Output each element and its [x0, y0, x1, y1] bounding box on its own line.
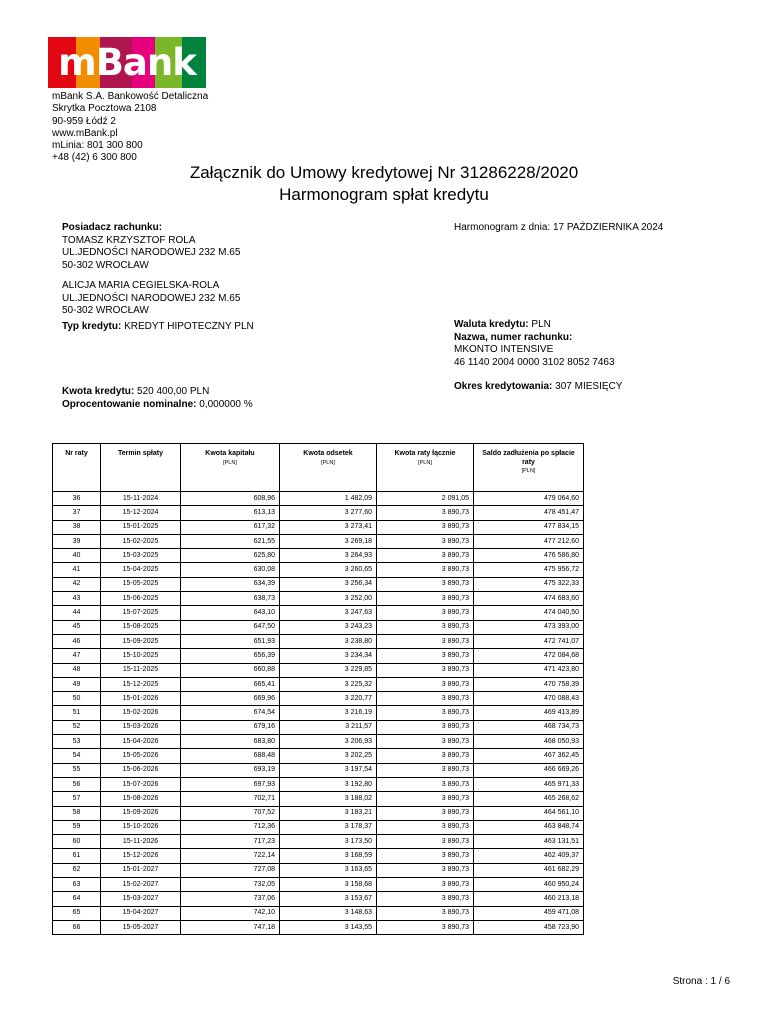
cell-principal: 608,96 — [181, 492, 280, 506]
loan-type-label: Typ kredytu: — [62, 321, 122, 332]
cell-total: 3 890,73 — [377, 892, 474, 906]
cell-total: 3 890,73 — [377, 663, 474, 677]
cell-balance: 478 451,47 — [474, 506, 584, 520]
table-row — [53, 749, 584, 763]
cell-balance: 463 131,51 — [474, 835, 584, 849]
cell-interest: 3 220,77 — [280, 692, 377, 706]
cell-principal: 613,13 — [181, 506, 280, 520]
cell-total: 3 890,73 — [377, 534, 474, 548]
cell-due-date: 15-09-2026 — [101, 806, 181, 820]
cell-total: 3 890,73 — [377, 634, 474, 648]
owner2-street: UL.JEDNOŚCI NARODOWEJ 232 M.65 — [62, 292, 241, 304]
cell-interest: 3 148,63 — [280, 906, 377, 920]
cell-balance: 472 084,68 — [474, 649, 584, 663]
interest-label: Oprocentowanie nominalne: — [62, 398, 197, 410]
cell-principal: 702,71 — [181, 792, 280, 806]
cell-total: 3 890,73 — [377, 520, 474, 534]
account-number: 46 1140 2004 0000 3102 8052 7463 — [454, 356, 615, 368]
table-row — [53, 763, 584, 777]
cell-total: 3 890,73 — [377, 906, 474, 920]
cell-interest: 3 273,41 — [280, 520, 377, 534]
owner2-city: 50-302 WROCŁAW — [62, 305, 149, 316]
cell-total: 3 890,73 — [377, 649, 474, 663]
cell-installment-no: 61 — [53, 849, 101, 863]
cell-total: 3 890,73 — [377, 863, 474, 877]
cell-due-date: 15-04-2026 — [101, 735, 181, 749]
account-name: MKONTO INTENSIVE — [454, 344, 554, 355]
cell-total: 3 890,73 — [377, 792, 474, 806]
address-line[interactable]: www.mBank.pl — [52, 127, 118, 139]
cell-interest: 3 153,67 — [280, 892, 377, 906]
cell-due-date: 15-06-2026 — [101, 763, 181, 777]
cell-principal: 737,06 — [181, 892, 280, 906]
cell-total: 3 890,73 — [377, 777, 474, 791]
cell-due-date: 15-03-2025 — [101, 549, 181, 563]
cell-principal: 722,14 — [181, 849, 280, 863]
header-total: Kwota raty łącznie [PLN] — [377, 444, 474, 492]
cell-installment-no: 63 — [53, 878, 101, 892]
cell-balance: 476 586,80 — [474, 549, 584, 563]
cell-principal: 621,55 — [181, 534, 280, 548]
cell-due-date: 15-04-2025 — [101, 563, 181, 577]
cell-interest: 3 197,54 — [280, 763, 377, 777]
table-row — [53, 649, 584, 663]
amount-block — [62, 386, 253, 411]
table-row — [53, 492, 584, 506]
currency-account-block — [454, 319, 615, 369]
cell-total: 3 890,73 — [377, 563, 474, 577]
cell-balance: 473 393,00 — [474, 620, 584, 634]
cell-due-date: 15-11-2026 — [101, 835, 181, 849]
table-row — [53, 906, 584, 920]
cell-principal: 742,10 — [181, 906, 280, 920]
cell-principal: 679,16 — [181, 720, 280, 734]
table-row — [53, 592, 584, 606]
loan-type-value: KREDYT HIPOTECZNY PLN — [124, 321, 254, 332]
cell-due-date: 15-03-2027 — [101, 892, 181, 906]
cell-installment-no: 50 — [53, 692, 101, 706]
cell-due-date: 15-08-2026 — [101, 792, 181, 806]
cell-balance: 477 212,60 — [474, 534, 584, 548]
cell-total: 3 890,73 — [377, 806, 474, 820]
cell-principal: 643,10 — [181, 606, 280, 620]
address-line: mLinia: 801 300 800 — [52, 140, 143, 152]
cell-total: 3 890,73 — [377, 820, 474, 834]
cell-due-date: 15-12-2024 — [101, 506, 181, 520]
schedule-date — [454, 222, 663, 235]
table-row — [53, 677, 584, 691]
cell-installment-no: 47 — [53, 649, 101, 663]
cell-balance: 462 409,37 — [474, 849, 584, 863]
cell-due-date: 15-03-2026 — [101, 720, 181, 734]
page-indicator — [673, 976, 730, 987]
cell-interest: 3 183,21 — [280, 806, 377, 820]
cell-principal: 732,05 — [181, 878, 280, 892]
cell-balance: 467 362,45 — [474, 749, 584, 763]
cell-due-date: 15-10-2025 — [101, 649, 181, 663]
bank-address — [52, 91, 208, 165]
table-row — [53, 534, 584, 548]
cell-principal: 617,32 — [181, 520, 280, 534]
table-row — [53, 735, 584, 749]
cell-principal: 747,18 — [181, 920, 280, 934]
cell-principal: 625,80 — [181, 549, 280, 563]
cell-principal: 688,48 — [181, 749, 280, 763]
cell-balance: 460 950,24 — [474, 878, 584, 892]
cell-installment-no: 53 — [53, 735, 101, 749]
cell-due-date: 15-09-2025 — [101, 634, 181, 648]
cell-principal: 697,93 — [181, 777, 280, 791]
cell-interest: 3 229,85 — [280, 663, 377, 677]
cell-installment-no: 39 — [53, 534, 101, 548]
table-row — [53, 863, 584, 877]
owner1-street: UL.JEDNOŚCI NARODOWEJ 232 M.65 — [62, 247, 241, 258]
schedule-date-label: Harmonogram z dnia: — [454, 222, 551, 233]
cell-principal: 656,39 — [181, 649, 280, 663]
amount-label: Kwota kredytu: — [62, 386, 135, 397]
table-row — [53, 777, 584, 791]
loan-type — [62, 321, 254, 334]
cell-due-date: 15-01-2026 — [101, 692, 181, 706]
table-row — [53, 520, 584, 534]
cell-principal: 638,73 — [181, 592, 280, 606]
cell-total: 3 890,73 — [377, 920, 474, 934]
cell-balance: 460 213,18 — [474, 892, 584, 906]
cell-total: 3 890,73 — [377, 878, 474, 892]
cell-balance: 475 956,72 — [474, 563, 584, 577]
cell-interest: 3 243,23 — [280, 620, 377, 634]
cell-installment-no: 59 — [53, 820, 101, 834]
cell-total: 3 890,73 — [377, 835, 474, 849]
cell-balance: 479 064,60 — [474, 492, 584, 506]
cell-interest: 3 256,34 — [280, 577, 377, 591]
cell-installment-no: 38 — [53, 520, 101, 534]
owners-label: Posiadacz rachunku: — [62, 222, 163, 233]
cell-total: 3 890,73 — [377, 677, 474, 691]
cell-installment-no: 57 — [53, 792, 101, 806]
cell-balance: 470 088,43 — [474, 692, 584, 706]
cell-due-date: 15-05-2025 — [101, 577, 181, 591]
cell-balance: 461 682,29 — [474, 863, 584, 877]
cell-due-date: 15-11-2024 — [101, 492, 181, 506]
cell-total: 3 890,73 — [377, 577, 474, 591]
header-due-date: Termin spłaty — [101, 444, 181, 492]
cell-total: 3 890,73 — [377, 549, 474, 563]
cell-interest: 3 260,65 — [280, 563, 377, 577]
owner2-name: ALICJA MARIA CEGIELSKA-ROLA — [62, 280, 220, 291]
cell-principal: 717,23 — [181, 835, 280, 849]
address-line: 90-959 Łódź 2 — [52, 115, 116, 127]
cell-due-date: 15-05-2027 — [101, 920, 181, 934]
cell-due-date: 15-01-2027 — [101, 863, 181, 877]
cell-balance: 465 268,62 — [474, 792, 584, 806]
cell-total: 3 890,73 — [377, 735, 474, 749]
cell-installment-no: 48 — [53, 663, 101, 677]
cell-due-date: 15-12-2026 — [101, 849, 181, 863]
page-separator: / — [718, 976, 722, 987]
cell-interest: 3 188,02 — [280, 792, 377, 806]
cell-installment-no: 46 — [53, 634, 101, 648]
cell-interest: 3 277,60 — [280, 506, 377, 520]
cell-installment-no: 66 — [53, 920, 101, 934]
table-row — [53, 849, 584, 863]
cell-installment-no: 45 — [53, 620, 101, 634]
cell-installment-no: 37 — [53, 506, 101, 520]
cell-principal: 660,88 — [181, 663, 280, 677]
cell-balance: 466 669,26 — [474, 763, 584, 777]
table-row — [53, 606, 584, 620]
cell-balance: 465 971,33 — [474, 777, 584, 791]
cell-due-date: 15-05-2026 — [101, 749, 181, 763]
table-row — [53, 792, 584, 806]
cell-due-date: 15-07-2026 — [101, 777, 181, 791]
table-row — [53, 835, 584, 849]
schedule-table — [52, 443, 584, 935]
cell-installment-no: 60 — [53, 835, 101, 849]
address-line: +48 (42) 6 300 800 — [52, 152, 137, 164]
cell-balance: 474 040,50 — [474, 606, 584, 620]
table-row — [53, 692, 584, 706]
cell-installment-no: 40 — [53, 549, 101, 563]
cell-principal: 727,08 — [181, 863, 280, 877]
cell-due-date: 15-04-2027 — [101, 906, 181, 920]
table-row — [53, 577, 584, 591]
owner1-name: TOMASZ KRZYSZTOF ROLA — [62, 234, 196, 246]
page-label: Strona : — [672, 976, 708, 987]
cell-balance: 472 741,07 — [474, 634, 584, 648]
cell-installment-no: 58 — [53, 806, 101, 820]
cell-balance: 471 423,80 — [474, 663, 584, 677]
cell-total: 3 890,73 — [377, 506, 474, 520]
cell-installment-no: 56 — [53, 777, 101, 791]
page-total: 6 — [724, 976, 730, 987]
document-title: Załącznik do Umowy kredytowej Nr 31286228/2020 — [189, 163, 579, 182]
account-label: Nazwa, numer rachunku: — [454, 331, 573, 343]
cell-due-date: 15-01-2025 — [101, 520, 181, 534]
table-row — [53, 806, 584, 820]
cell-due-date: 15-07-2025 — [101, 606, 181, 620]
table-row — [53, 892, 584, 906]
table-row — [53, 878, 584, 892]
header-interest: Kwota odsetek [PLN] — [280, 444, 377, 492]
cell-installment-no: 36 — [53, 492, 101, 506]
cell-installment-no: 64 — [53, 892, 101, 906]
cell-interest: 3 178,37 — [280, 820, 377, 834]
cell-interest: 3 269,18 — [280, 534, 377, 548]
cell-installment-no: 51 — [53, 706, 101, 720]
table-row — [53, 706, 584, 720]
cell-balance: 468 734,73 — [474, 720, 584, 734]
cell-total: 3 890,73 — [377, 763, 474, 777]
cell-due-date: 15-06-2025 — [101, 592, 181, 606]
address-line: mBank S.A. Bankowość Detaliczna — [52, 91, 209, 102]
cell-interest: 3 206,93 — [280, 735, 377, 749]
cell-installment-no: 43 — [53, 592, 101, 606]
cell-total: 2 091,05 — [377, 492, 474, 506]
cell-interest: 3 216,19 — [280, 706, 377, 720]
period-block — [454, 381, 622, 394]
table-row — [53, 549, 584, 563]
cell-interest: 3 163,65 — [280, 863, 377, 877]
cell-principal: 634,39 — [181, 577, 280, 591]
cell-total: 3 890,73 — [377, 749, 474, 763]
table-row — [53, 506, 584, 520]
cell-interest: 3 238,80 — [280, 634, 377, 648]
cell-balance: 470 758,39 — [474, 677, 584, 691]
cell-due-date: 15-02-2025 — [101, 534, 181, 548]
table-row — [53, 920, 584, 934]
cell-installment-no: 49 — [53, 677, 101, 691]
amount-value: 520 400,00 PLN — [137, 386, 210, 397]
cell-interest: 3 225,32 — [280, 677, 377, 691]
cell-interest: 3 211,57 — [280, 720, 377, 734]
table-row — [53, 634, 584, 648]
schedule-date-value: 17 PAŹDZIERNIKA 2024 — [552, 222, 664, 233]
currency-value: PLN — [531, 319, 551, 330]
cell-interest: 3 252,00 — [280, 592, 377, 606]
cell-total: 3 890,73 — [377, 720, 474, 734]
cell-interest: 3 264,93 — [280, 549, 377, 563]
cell-principal: 674,54 — [181, 706, 280, 720]
cell-total: 3 890,73 — [377, 606, 474, 620]
table-row — [53, 663, 584, 677]
period-label: Okres kredytowania: — [454, 381, 553, 392]
cell-balance: 477 834,15 — [474, 520, 584, 534]
cell-interest: 1 482,09 — [280, 492, 377, 506]
interest-value: 0,000000 % — [199, 398, 253, 410]
cell-installment-no: 65 — [53, 906, 101, 920]
cell-interest: 3 158,68 — [280, 878, 377, 892]
cell-total: 3 890,73 — [377, 849, 474, 863]
owner1-city: 50-302 WROCŁAW — [62, 259, 149, 271]
cell-interest: 3 202,25 — [280, 749, 377, 763]
cell-principal: 683,80 — [181, 735, 280, 749]
cell-interest: 3 192,80 — [280, 777, 377, 791]
cell-principal: 665,41 — [181, 677, 280, 691]
cell-principal: 669,96 — [181, 692, 280, 706]
cell-balance: 458 723,90 — [474, 920, 584, 934]
table-header-row — [53, 444, 584, 492]
cell-principal: 707,52 — [181, 806, 280, 820]
cell-installment-no: 62 — [53, 863, 101, 877]
cell-total: 3 890,73 — [377, 620, 474, 634]
cell-installment-no: 55 — [53, 763, 101, 777]
mbank-logo — [48, 37, 206, 88]
cell-balance: 464 561,10 — [474, 806, 584, 820]
header-balance: Saldo zadłużenia po spłacie raty [PLN] — [474, 444, 584, 492]
cell-principal: 712,36 — [181, 820, 280, 834]
cell-due-date: 15-12-2025 — [101, 677, 181, 691]
table-row — [53, 820, 584, 834]
cell-installment-no: 41 — [53, 563, 101, 577]
table-row — [53, 720, 584, 734]
cell-total: 3 890,73 — [377, 706, 474, 720]
cell-principal: 630,08 — [181, 563, 280, 577]
logo-wordmark: mBank — [58, 41, 196, 84]
cell-due-date: 15-11-2025 — [101, 663, 181, 677]
cell-principal: 647,50 — [181, 620, 280, 634]
cell-balance: 474 683,60 — [474, 592, 584, 606]
owners-block — [62, 222, 240, 318]
cell-total: 3 890,73 — [377, 692, 474, 706]
cell-installment-no: 42 — [53, 577, 101, 591]
cell-interest: 3 234,34 — [280, 649, 377, 663]
period-value: 307 MIESIĘCY — [555, 381, 623, 392]
cell-due-date: 15-02-2026 — [101, 706, 181, 720]
header-installment-no: Nr raty — [53, 444, 101, 492]
table-row — [53, 620, 584, 634]
cell-principal: 693,19 — [181, 763, 280, 777]
cell-installment-no: 52 — [53, 720, 101, 734]
cell-balance: 468 050,93 — [474, 735, 584, 749]
cell-interest: 3 173,50 — [280, 835, 377, 849]
header-principal: Kwota kapitału [PLN] — [181, 444, 280, 492]
cell-installment-no: 44 — [53, 606, 101, 620]
cell-total: 3 890,73 — [377, 592, 474, 606]
cell-interest: 3 168,59 — [280, 849, 377, 863]
currency-label: Waluta kredytu: — [454, 319, 529, 330]
cell-interest: 3 143,55 — [280, 920, 377, 934]
cell-installment-no: 54 — [53, 749, 101, 763]
page-current: 1 — [710, 976, 717, 987]
cell-due-date: 15-08-2025 — [101, 620, 181, 634]
address-line: Skrytka Pocztowa 2108 — [52, 103, 157, 115]
cell-balance: 463 848,74 — [474, 820, 584, 834]
cell-due-date: 15-10-2026 — [101, 820, 181, 834]
document-subtitle: Harmonogram spłat kredytu — [279, 185, 489, 204]
cell-interest: 3 247,63 — [280, 606, 377, 620]
cell-balance: 469 413,89 — [474, 706, 584, 720]
cell-due-date: 15-02-2027 — [101, 878, 181, 892]
table-row — [53, 563, 584, 577]
cell-principal: 651,93 — [181, 634, 280, 648]
cell-balance: 459 471,08 — [474, 906, 584, 920]
cell-balance: 475 322,33 — [474, 577, 584, 591]
